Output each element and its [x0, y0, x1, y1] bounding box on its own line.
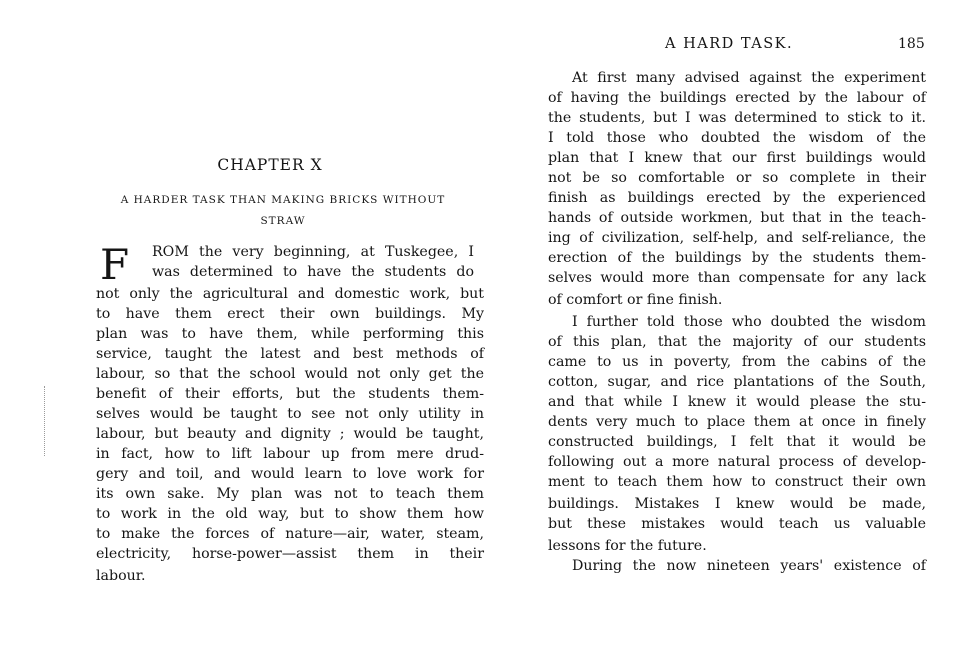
text-line: labour. [96, 568, 146, 584]
chapter-subtitle [88, 190, 478, 232]
text-line: came to us in poverty, from the cabins of the [548, 354, 926, 370]
text-line: gery and toil, and would learn to love work for [96, 466, 484, 482]
text-line: to make the forces of nature—air, water, steam, [96, 526, 484, 542]
text-line: At first many advised against the experiment [572, 70, 926, 86]
text-line: ROM the very beginning, at Tuskegee, I [152, 244, 474, 260]
text-line: plan that I knew that our first buildings would [548, 150, 926, 166]
text-line: finish as buildings erected by the experienced [548, 190, 926, 206]
text-line: ment to teach them how to construct their own [548, 474, 926, 490]
text-line: dents very much to place them at once in finely [548, 414, 926, 430]
chapter-title: CHAPTER X [217, 156, 323, 174]
text-line: ing of civilization, self-help, and self-reliance, the [548, 230, 926, 246]
margin-scan-marks [44, 386, 49, 456]
text-line: labour, so that the school would not only get the [96, 366, 484, 382]
text-line: constructed buildings, I felt that it would be [548, 434, 926, 450]
text-line: of comfort or fine finish. [548, 292, 723, 308]
drop-cap: F [100, 240, 130, 289]
text-line: plan was to have them, while performing this [96, 326, 484, 342]
chapter-subtitle-line: STRAW [260, 215, 306, 227]
text-line: and that while I knew it would please the stu- [548, 394, 926, 410]
chapter-subtitle-line: A HARDER TASK THAN MAKING BRICKS WITHOUT [120, 194, 446, 206]
text-line: of having the buildings erected by the labour of [548, 90, 926, 106]
text-line: benefit of their efforts, but the students them- [96, 386, 484, 402]
page-number: 185 [898, 36, 925, 52]
text-line: its own sake. My plan was not to teach them [96, 486, 484, 502]
text-line: cotton, sugar, and rice plantations of the South, [548, 374, 926, 390]
right-page [490, 0, 980, 658]
text-line: not be so comfortable or so complete in their [548, 170, 926, 186]
text-line: to work in the old way, but to show them how [96, 506, 484, 522]
text-line: service, taught the latest and best methods of [96, 346, 484, 362]
text-line: in fact, how to lift labour up from mere drud- [96, 446, 484, 462]
text-line: buildings. Mistakes I knew would be made, [548, 496, 926, 512]
text-line: selves would more than compensate for any lack [548, 270, 926, 286]
text-line: of this plan, that the majority of our students [548, 334, 926, 350]
text-line: but these mistakes would teach us valuable [548, 516, 926, 532]
text-line: selves would be taught to see not only utility in [96, 406, 484, 422]
text-line: lessons for the future. [548, 538, 707, 554]
running-head: A HARD TASK. [665, 36, 794, 52]
text-line: was determined to have the students do [152, 264, 474, 280]
text-line: not only the agricultural and domestic work, but [96, 286, 484, 302]
text-line: I further told those who doubted the wisdom [572, 314, 926, 330]
text-line: the students, but I was determined to stick to it. [548, 110, 926, 126]
text-line: During the now nineteen years' existence of [572, 558, 926, 574]
text-line: hands of outside workmen, but that in the teach- [548, 210, 926, 226]
text-line: to have them erect their own buildings. My [96, 306, 484, 322]
text-line: I told those who doubted the wisdom of the [548, 130, 926, 146]
text-line: electricity, horse-power—assist them in their [96, 546, 484, 562]
text-line: labour, but beauty and dignity ; would be taught, [96, 426, 484, 442]
text-line: following out a more natural process of develop- [548, 454, 926, 470]
text-line: erection of the buildings by the students them- [548, 250, 926, 266]
